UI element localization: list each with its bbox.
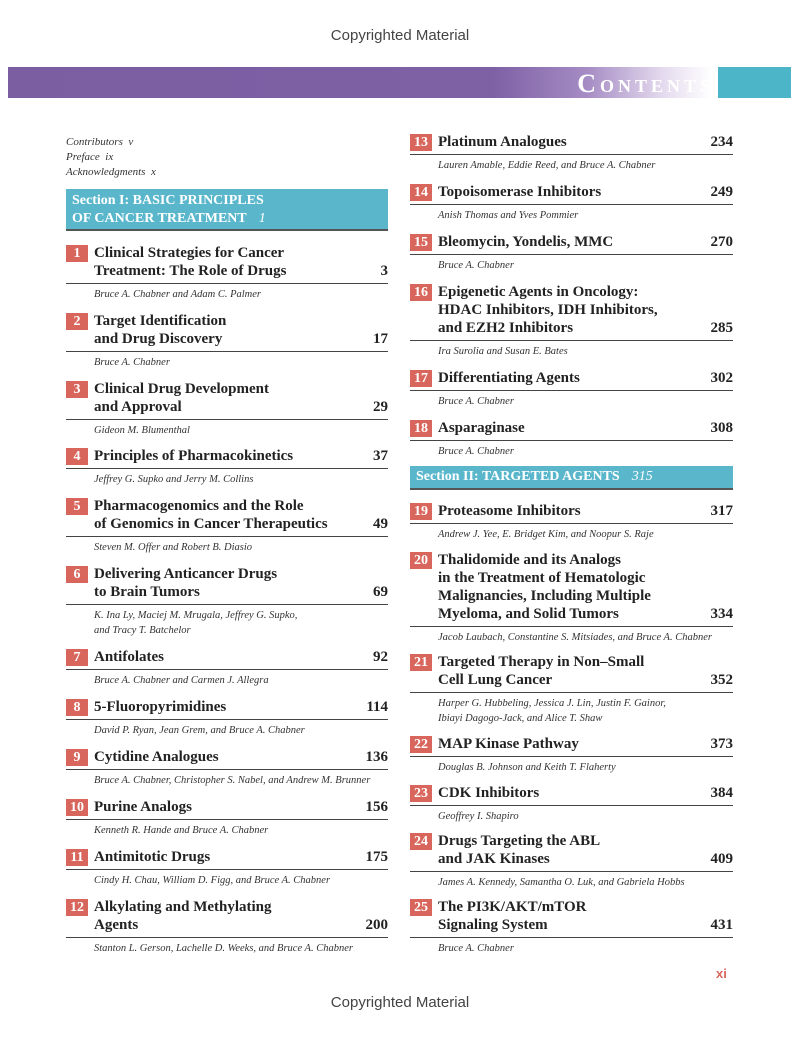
front-matter-contributors[interactable]: Contributors v xyxy=(66,136,134,148)
chapter-title-line: Principles of Pharmacokinetics xyxy=(94,448,294,464)
chapter-number-badge: 16 xyxy=(410,284,432,301)
chapter-title-line: Platinum Analogues xyxy=(438,134,567,150)
chapter-number-badge: 8 xyxy=(66,699,88,716)
chapter-number-badge: 6 xyxy=(66,566,88,583)
watermark-top: Copyrighted Material xyxy=(330,27,470,44)
section-1-header[interactable] xyxy=(66,189,388,229)
chapter-page-number: 373 xyxy=(710,736,733,752)
chapter-page-number: 114 xyxy=(366,699,388,715)
chapter-page-number: 431 xyxy=(710,917,733,933)
chapter-page-number: 29 xyxy=(373,399,388,415)
chapter-title-line: Pharmacogenomics and the Role xyxy=(94,498,304,514)
chapter-authors: Stanton L. Gerson, Lachelle D. Weeks, and Bruce A. Chabner xyxy=(94,943,353,954)
chapter-authors: Bruce A. Chabner and Carmen J. Allegra xyxy=(94,675,269,686)
chapter-authors: Harper G. Hubbeling, Jessica J. Lin, Justin F. Gainor, xyxy=(438,698,666,709)
section-2-underline xyxy=(410,488,733,490)
chapter-title-line: to Brain Tumors xyxy=(94,584,200,600)
chapter-authors: Gideon M. Blumenthal xyxy=(94,425,190,436)
section-2-header[interactable] xyxy=(410,466,733,488)
chapter-number-badge: 17 xyxy=(410,370,432,387)
chapter-authors: Bruce A. Chabner xyxy=(438,943,514,954)
chapter-title-line: Targeted Therapy in Non–Small xyxy=(438,654,645,670)
chapter-authors: Anish Thomas and Yves Pommier xyxy=(438,210,579,221)
chapter-page-number: 384 xyxy=(710,785,733,801)
chapter-title-line: The PI3K/AKT/mTOR xyxy=(438,899,587,915)
chapter-page-number: 17 xyxy=(373,331,388,347)
chapter-rule xyxy=(66,283,388,284)
chapter-authors: Kenneth R. Hande and Bruce A. Chabner xyxy=(94,825,269,836)
chapter-number-badge: 20 xyxy=(410,552,432,569)
chapter-rule xyxy=(410,756,733,757)
chapter-authors: and Tracy T. Batchelor xyxy=(94,625,191,636)
chapter-page-number: 308 xyxy=(710,420,733,436)
chapter-authors: Lauren Amable, Eddie Reed, and Bruce A. Chabner xyxy=(438,160,656,171)
chapter-page-number: 136 xyxy=(365,749,388,765)
chapter-authors: Bruce A. Chabner xyxy=(94,357,170,368)
chapter-rule xyxy=(410,154,733,155)
chapter-authors: Geoffrey I. Shapiro xyxy=(438,811,519,822)
chapter-number-badge: 5 xyxy=(66,498,88,515)
chapter-number-badge: 1 xyxy=(66,245,88,262)
chapter-authors: Bruce A. Chabner and Adam C. Palmer xyxy=(94,289,262,300)
contents-title-rest: ONTENTS xyxy=(599,76,714,96)
chapter-title-line: Purine Analogs xyxy=(94,799,192,815)
chapter-title-line: Thalidomide and its Analogs xyxy=(438,552,621,568)
chapter-page-number: 317 xyxy=(710,503,733,519)
chapter-title-line: and Approval xyxy=(94,399,182,415)
chapter-number-badge: 15 xyxy=(410,234,432,251)
chapter-title-line: Delivering Anticancer Drugs xyxy=(94,566,278,582)
contents-title xyxy=(577,68,714,99)
chapter-number-badge: 24 xyxy=(410,833,432,850)
chapter-title-line: Epigenetic Agents in Oncology: xyxy=(438,284,639,300)
chapter-number-badge: 25 xyxy=(410,899,432,916)
chapter-number-badge: 7 xyxy=(66,649,88,666)
chapter-authors: David P. Ryan, Jean Grem, and Bruce A. Chabner xyxy=(94,725,305,736)
chapter-rule xyxy=(410,204,733,205)
chapter-number-badge: 18 xyxy=(410,420,432,437)
chapter-title-line: Myeloma, and Solid Tumors xyxy=(438,606,619,622)
chapter-number-badge: 12 xyxy=(66,899,88,916)
chapter-title-line: Antimitotic Drugs xyxy=(94,849,211,865)
chapter-page-number: 156 xyxy=(365,799,388,815)
chapter-authors: K. Ina Ly, Maciej M. Mrugala, Jeffrey G. Supko, xyxy=(94,610,298,621)
chapter-title-line: Agents xyxy=(94,917,139,933)
chapter-title-line: Bleomycin, Yondelis, MMC xyxy=(438,234,614,250)
watermark-bottom: Copyrighted Material xyxy=(330,994,470,1011)
front-matter-preface[interactable]: Preface ix xyxy=(66,151,114,163)
chapter-authors: Ibiayi Dagogo-Jack, and Alice T. Shaw xyxy=(438,713,603,724)
chapter-number-badge: 19 xyxy=(410,503,432,520)
chapter-page-number: 92 xyxy=(373,649,388,665)
chapter-rule xyxy=(66,604,388,605)
chapter-title-line: MAP Kinase Pathway xyxy=(438,736,579,752)
section-1-title-line-2: OF CANCER TREATMENT 1 xyxy=(72,211,266,226)
chapter-authors: James A. Kennedy, Samantha O. Luk, and Gabriela Hobbs xyxy=(438,877,685,888)
chapter-title-line: Topoisomerase Inhibitors xyxy=(438,184,602,200)
chapter-rule xyxy=(410,805,733,806)
chapter-authors: Cindy H. Chau, William D. Figg, and Bruce A. Chabner xyxy=(94,875,331,886)
chapter-number-badge: 9 xyxy=(66,749,88,766)
chapter-title-line: Alkylating and Methylating xyxy=(94,899,272,915)
chapter-rule xyxy=(66,669,388,670)
chapter-authors: Andrew J. Yee, E. Bridget Kim, and Noopur S. Raje xyxy=(438,529,654,540)
chapter-authors: Bruce A. Chabner xyxy=(438,396,514,407)
section-2-title: Section II: TARGETED AGENTS xyxy=(416,469,620,484)
section-1-title-line-1: Section I: BASIC PRINCIPLES xyxy=(72,193,264,208)
chapter-page-number: 249 xyxy=(710,184,733,200)
chapter-title-line: Clinical Strategies for Cancer xyxy=(94,245,285,261)
section-1-page: 1 xyxy=(258,211,266,226)
chapter-authors: Steven M. Offer and Robert B. Diasio xyxy=(94,542,253,553)
chapter-title-line: Proteasome Inhibitors xyxy=(438,503,581,519)
section-2-page: 315 xyxy=(631,469,653,484)
chapter-title-line: and Drug Discovery xyxy=(94,331,223,347)
chapter-rule xyxy=(66,419,388,420)
front-matter-acknowledgments[interactable]: Acknowledgments x xyxy=(66,166,156,178)
page-folio: xi xyxy=(716,966,727,981)
chapter-page-number: 352 xyxy=(710,672,733,688)
chapter-title-line: Cytidine Analogues xyxy=(94,749,219,765)
chapter-page-number: 175 xyxy=(365,849,388,865)
chapter-title-line: Antifolates xyxy=(94,649,164,665)
chapter-page-number: 270 xyxy=(710,234,733,250)
chapter-authors: Bruce A. Chabner, Christopher S. Nabel, and Andrew M. Brunner xyxy=(94,775,371,786)
banner-accent xyxy=(718,67,791,98)
chapter-page-number: 49 xyxy=(373,516,388,532)
chapter-title-line: Asparaginase xyxy=(438,420,525,436)
chapter-number-badge: 21 xyxy=(410,654,432,671)
chapter-number-badge: 23 xyxy=(410,785,432,802)
chapter-rule xyxy=(66,351,388,352)
chapter-title-line: Differentiating Agents xyxy=(438,370,580,386)
chapter-number-badge: 22 xyxy=(410,736,432,753)
chapter-number-badge: 11 xyxy=(66,849,88,866)
chapter-rule xyxy=(410,937,733,938)
chapter-authors: Bruce A. Chabner xyxy=(438,260,514,271)
chapter-number-badge: 4 xyxy=(66,448,88,465)
chapter-page-number: 285 xyxy=(710,320,733,336)
chapter-title-line: Malignancies, Including Multiple xyxy=(438,588,651,604)
chapter-title-line: and JAK Kinases xyxy=(438,851,550,867)
chapter-title-line: and EZH2 Inhibitors xyxy=(438,320,574,336)
chapter-title-line: Cell Lung Cancer xyxy=(438,672,553,688)
chapter-title-line: 5-Fluoropyrimidines xyxy=(94,699,227,715)
chapter-number-badge: 14 xyxy=(410,184,432,201)
chapter-number-badge: 3 xyxy=(66,381,88,398)
chapter-page-number: 3 xyxy=(380,263,388,279)
chapter-title-line: Drugs Targeting the ABL xyxy=(438,833,601,849)
chapter-title-line: HDAC Inhibitors, IDH Inhibitors, xyxy=(438,302,658,318)
chapter-rule xyxy=(66,869,388,870)
chapter-page-number: 37 xyxy=(373,448,388,464)
chapter-authors: Douglas B. Johnson and Keith T. Flaherty xyxy=(438,762,616,773)
contents-title-initial: C xyxy=(577,69,600,98)
chapter-rule xyxy=(410,523,733,524)
chapter-rule xyxy=(410,692,733,693)
chapter-authors: Jacob Laubach, Constantine S. Mitsiades, and Bruce A. Chabner xyxy=(438,632,712,643)
chapter-rule xyxy=(66,719,388,720)
chapter-title-line: CDK Inhibitors xyxy=(438,785,540,801)
chapter-rule xyxy=(410,254,733,255)
chapter-page-number: 234 xyxy=(710,134,733,150)
chapter-rule xyxy=(66,819,388,820)
chapter-rule xyxy=(66,769,388,770)
chapter-number-badge: 2 xyxy=(66,313,88,330)
chapter-page-number: 302 xyxy=(710,370,733,386)
chapter-page-number: 409 xyxy=(710,851,733,867)
chapter-rule xyxy=(410,871,733,872)
chapter-authors: Ira Surolia and Susan E. Bates xyxy=(438,346,568,357)
section-1-underline xyxy=(66,229,388,231)
chapter-page-number: 69 xyxy=(373,584,388,600)
chapter-rule xyxy=(410,626,733,627)
chapter-title-line: in the Treatment of Hematologic xyxy=(438,570,646,586)
chapter-title-line: Clinical Drug Development xyxy=(94,381,269,397)
chapter-number-badge: 10 xyxy=(66,799,88,816)
chapter-authors: Bruce A. Chabner xyxy=(438,446,514,457)
chapter-rule xyxy=(66,536,388,537)
chapter-page-number: 200 xyxy=(365,917,388,933)
chapter-page-number: 334 xyxy=(710,606,733,622)
chapter-rule xyxy=(410,340,733,341)
chapter-authors: Jeffrey G. Supko and Jerry M. Collins xyxy=(94,474,254,485)
chapter-title-line: Treatment: The Role of Drugs xyxy=(94,263,287,279)
chapter-rule xyxy=(66,468,388,469)
chapter-number-badge: 13 xyxy=(410,134,432,151)
chapter-title-line: of Genomics in Cancer Therapeutics xyxy=(94,516,328,532)
chapter-rule xyxy=(410,440,733,441)
chapter-rule xyxy=(66,937,388,938)
chapter-rule xyxy=(410,390,733,391)
chapter-title-line: Signaling System xyxy=(438,917,548,933)
chapter-title-line: Target Identification xyxy=(94,313,227,329)
